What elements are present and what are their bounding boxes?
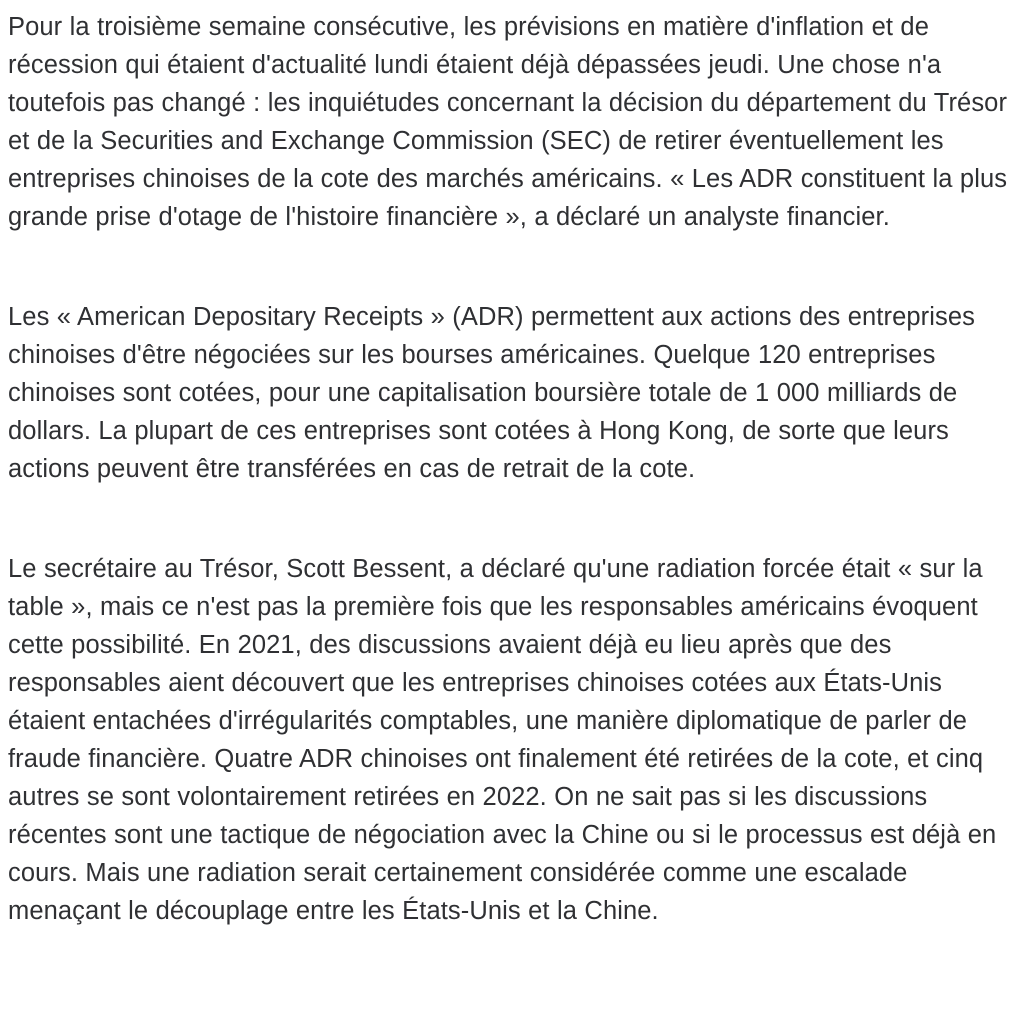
article-paragraph-1: Pour la troisième semaine consécutive, les prévisions en matière d'inflation et de récession qui étaient d'actualité lundi étaient déjà dépassées jeudi. Une chose n'a toutefois pas changé : les inquiétudes concernant la décision du département du Trésor et de la Securities and Exchange Commission (SEC) de retirer éventuellement les entreprises chinoises de la cote des marchés américains. « Les ADR constituent la plus grande prise d'otage de l'histoire financière », a déclaré un analyste financier. (8, 13, 1008, 231)
article-body (8, 8, 1010, 930)
article-paragraph-2: Les « American Depositary Receipts » (ADR) permettent aux actions des entreprises chinoises d'être négociées sur les bourses américaines. Quelque 120 entreprises chinoises sont cotées, pour une capitalisation boursière totale de 1 000 milliards de dollars. La plupart de ces entreprises sont cotées à Hong Kong, de sorte que leurs actions peuvent être transférées en cas de retrait de la cote. (8, 303, 975, 483)
article-paragraph-3: Le secrétaire au Trésor, Scott Bessent, a déclaré qu'une radiation forcée était « sur la table », mais ce n'est pas la première fois que les responsables américains évoquent cette possibilité. En 2021, des discussions avaient déjà eu lieu après que des responsables aient découvert que les entreprises chinoises cotées aux États-Unis étaient entachées d'irrégularités comptables, une manière diplomatique de parler de fraude financière. Quatre ADR chinoises ont finalement été retirées de la cote, et cinq autres se sont volontairement retirées en 2022. On ne sait pas si les discussions récentes sont une tactique de négociation avec la Chine ou si le processus est déjà en cours. Mais une radiation serait certainement considérée comme une escalade menaçant le découplage entre les États-Unis et la Chine. (8, 555, 997, 925)
